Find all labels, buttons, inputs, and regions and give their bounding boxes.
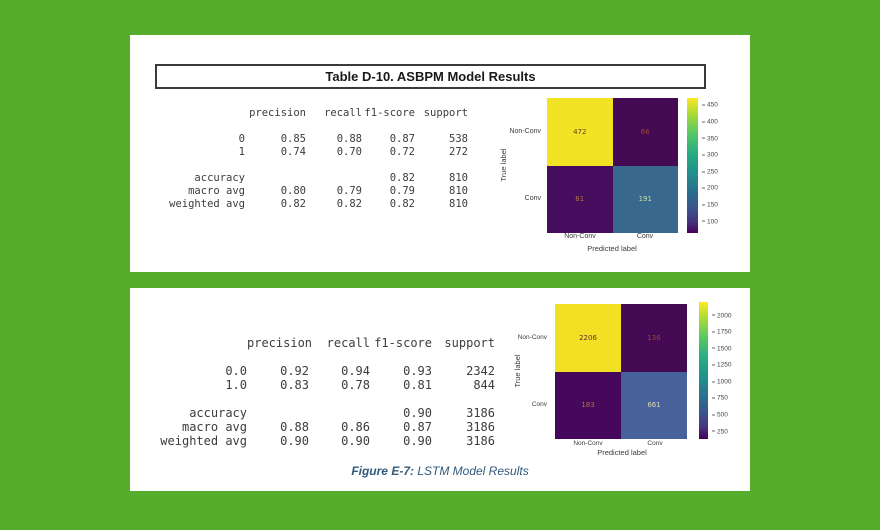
report-row: 0.0 0.92 0.94 0.93 2342	[225, 364, 495, 378]
row-label-conv: Conv	[524, 195, 541, 202]
col-label-non-conv: Non-Conv	[573, 440, 603, 447]
colorbar-tick: 1250	[712, 362, 731, 369]
colorbar-tick: 450	[702, 102, 718, 109]
colorbar-tick: 350	[702, 135, 718, 142]
x-axis-label: Predicted label	[597, 448, 647, 457]
cm-cell-fn: 81	[547, 166, 613, 234]
col-label-non-conv: Non-Conv	[564, 233, 596, 240]
confusion-matrix-cells	[555, 304, 687, 439]
lstm-classification-report	[132, 336, 495, 448]
colorbar-tick: 1750	[712, 329, 731, 336]
cm-cell-tn: 472	[547, 98, 613, 166]
col-header-f1: f1-score	[374, 336, 432, 350]
row-label-conv: Conv	[531, 401, 547, 408]
figure-caption-text: LSTM Model Results	[413, 464, 529, 478]
confusion-matrix-cells	[547, 98, 678, 233]
colorbar	[699, 302, 708, 439]
cm-cell-fp: 66	[613, 98, 679, 166]
col-header-recall: recall	[326, 336, 370, 350]
report-row: 1.0 0.83 0.78 0.81 844	[225, 378, 495, 392]
lstm-results-panel	[130, 288, 750, 491]
report-row: macro avg 0.80 0.79 0.79 810	[188, 185, 468, 197]
colorbar-tick: 250	[702, 168, 718, 175]
colorbar-ticks	[712, 302, 738, 439]
col-header-support: support	[444, 336, 495, 350]
x-axis-label: Predicted label	[587, 244, 637, 253]
figure-caption	[130, 464, 750, 478]
figure-caption-label: Figure E-7:	[351, 464, 414, 478]
colorbar-tick: 150	[702, 202, 718, 209]
table-title: Table D-10. ASBPM Model Results	[325, 69, 536, 84]
cm-cell-fp: 136	[621, 304, 687, 372]
colorbar-tick: 1500	[712, 345, 731, 352]
y-axis-label: True label	[499, 148, 508, 182]
report-row: accuracy 0.82 810	[194, 172, 468, 184]
table-title-box	[155, 64, 706, 89]
col-header-support: support	[423, 107, 468, 119]
colorbar-tick: 100	[702, 218, 718, 225]
colorbar-tick: 250	[712, 428, 728, 435]
report-row: 1 0.74 0.70 0.72 272	[238, 146, 468, 158]
colorbar-tick: 2000	[712, 312, 731, 319]
col-label-conv: Conv	[636, 233, 654, 240]
report-row: accuracy 0.90 3186	[189, 406, 495, 420]
asbpm-results-panel	[130, 35, 750, 272]
col-label-conv: Conv	[647, 440, 663, 447]
report-row: macro avg 0.88 0.86 0.87 3186	[181, 420, 495, 434]
colorbar-tick: 200	[702, 185, 718, 192]
cm-cell-tp: 661	[621, 372, 687, 440]
colorbar-tick: 500	[712, 411, 728, 418]
colorbar-ticks	[702, 98, 726, 233]
y-axis-label: True label	[513, 354, 522, 388]
report-row: 0 0.85 0.88 0.87 538	[238, 133, 468, 145]
row-label-non-conv: Non-Conv	[517, 334, 547, 341]
colorbar-tick: 400	[702, 118, 718, 125]
col-header-recall: recall	[324, 107, 362, 119]
col-header-f1: f1-score	[364, 107, 415, 119]
colorbar-tick: 750	[712, 395, 728, 402]
report-row: weighted avg 0.82 0.82 0.82 810	[169, 198, 468, 210]
col-header-precision: precision	[247, 336, 313, 350]
cm-cell-fn: 183	[555, 372, 621, 440]
colorbar-tick: 300	[702, 152, 718, 159]
cm-cell-tp: 191	[613, 166, 679, 234]
col-header-precision: precision	[249, 107, 306, 119]
colorbar	[687, 98, 698, 233]
report-header-row	[132, 107, 468, 120]
cm-cell-tn: 2206	[555, 304, 621, 372]
report-header-row	[132, 336, 495, 350]
colorbar-tick: 1000	[712, 378, 731, 385]
asbpm-classification-report	[132, 107, 468, 211]
row-label-non-conv: Non-Conv	[509, 128, 541, 135]
report-row: weighted avg 0.90 0.90 0.90 3186	[160, 434, 495, 448]
